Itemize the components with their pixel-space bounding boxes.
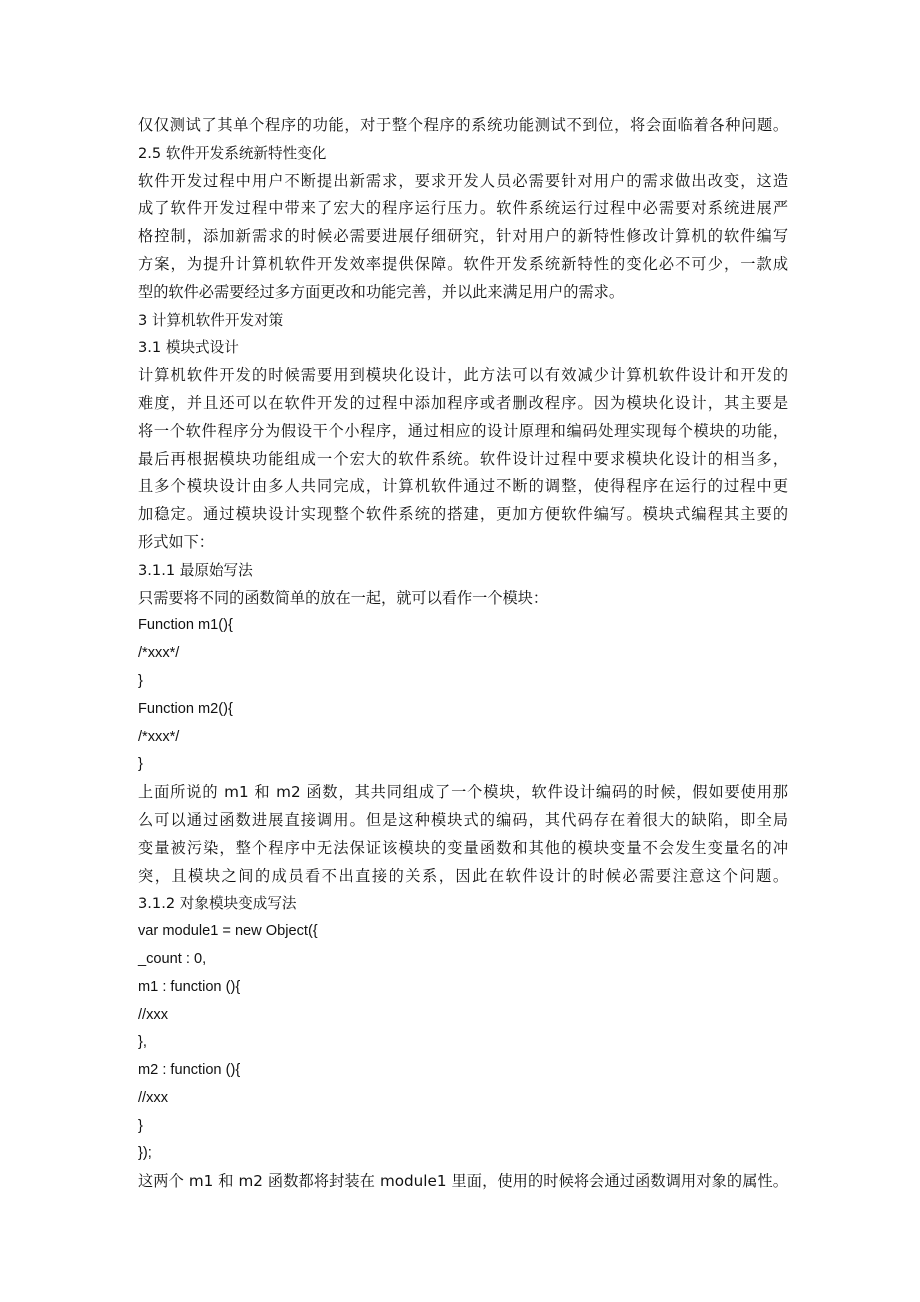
paragraph-line: 将一个软件程序分为假设干个小程序，通过相应的设计原理和编码处理实现每个模块的功能，	[138, 421, 788, 440]
paragraph-line: 只需要将不同的函数简单的放在一起，就可以看作一个模块：	[138, 588, 549, 607]
section-heading: 2.5 软件开发系统新特性变化	[138, 144, 327, 162]
paragraph-line: 难度，并且还可以在软件开发的过程中添加程序或者删改程序。因为模块化设计，其主要是	[138, 393, 788, 412]
code-line: });	[138, 1145, 152, 1162]
code-line: _count : 0,	[138, 950, 207, 967]
section-heading: 3 计算机软件开发对策	[138, 311, 284, 329]
code-line: m2 : function (){	[138, 1062, 241, 1079]
paragraph-line: 变量被污染，整个程序中无法保证该模块的变量函数和其他的模块变量不会发生变量名的冲	[138, 838, 788, 857]
code-line: Function m1(){	[138, 617, 233, 634]
paragraph-line: 加稳定。通过模块设计实现整个软件系统的搭建，更加方便软件编写。模块式编程其主要的	[138, 505, 788, 524]
paragraph-line: 软件开发过程中用户不断提出新需求，要求开发人员必需要针对用户的需求做出改变，这造	[138, 171, 788, 190]
paragraph-line: 么可以通过函数进展直接调用。但是这种模块式的编码，其代码存在着很大的缺陷，即全局	[138, 810, 788, 829]
code-line: }	[138, 756, 143, 773]
paragraph-line: 形式如下：	[138, 532, 214, 551]
code-line: //xxx	[138, 1089, 168, 1106]
code-line: Function m2(){	[138, 700, 233, 717]
paragraph-line: 计算机软件开发的时候需要用到模块化设计，此方法可以有效减少计算机软件设计和开发的	[138, 366, 788, 385]
code-line: /*xxx*/	[138, 645, 180, 662]
code-line: m1 : function (){	[138, 978, 241, 995]
paragraph-line: 上面所说的 m1 和 m2 函数，其共同组成了一个模块，软件设计编码的时候，假如要使用那	[138, 783, 788, 802]
code-line: //xxx	[138, 1006, 168, 1023]
code-line: }	[138, 672, 143, 689]
section-heading: 3.1.2 对象模块变成写法	[138, 895, 297, 913]
section-heading: 3.1.1 最原始写法	[138, 561, 253, 579]
code-line: }	[138, 1117, 143, 1134]
paragraph-line: 方案，为提升计算机软件开发效率提供保障。软件开发系统新特性的变化必不可少，一款成	[138, 254, 788, 273]
paragraph-line: 仅仅测试了其单个程序的功能，对于整个程序的系统功能测试不到位，将会面临着各种问题。	[138, 116, 788, 134]
paragraph-line: 型的软件必需要经过多方面更改和功能完善，并以此来满足用户的需求。	[138, 282, 624, 301]
paragraph-line: 这两个 m1 和 m2 函数都将封装在 module1 里面，使用的时候将会通过函数调用对象的属性。	[138, 1172, 788, 1191]
code-line: /*xxx*/	[138, 728, 180, 745]
paragraph-line: 成了软件开发过程中带来了宏大的程序运行压力。软件系统运行过程中必需要对系统进展严	[138, 199, 788, 218]
code-line: var module1 = new Object({	[138, 923, 318, 940]
paragraph-line: 格控制，添加新需求的时候必需要进展仔细研究，针对用户的新特性修改计算机的软件编写	[138, 227, 788, 246]
code-line: },	[138, 1034, 147, 1051]
paragraph-line: 最后再根据模块功能组成一个宏大的软件系统。软件设计过程中要求模块化设计的相当多，	[138, 449, 788, 468]
paragraph-line: 突，且模块之间的成员看不出直接的关系，因此在软件设计的时候必需要注意这个问题。	[138, 866, 788, 885]
document-page	[138, 112, 788, 1196]
paragraph-line: 且多个模块设计由多人共同完成，计算机软件通过不断的调整，使得程序在运行的过程中更	[138, 477, 788, 496]
section-heading: 3.1 模块式设计	[138, 339, 239, 357]
